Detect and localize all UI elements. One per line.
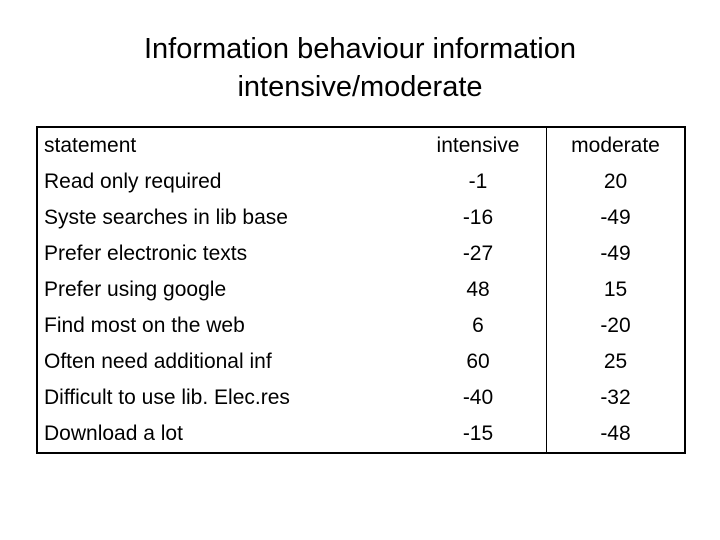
cell-statement: Prefer electronic texts: [44, 242, 248, 265]
cell-statement: Download a lot: [44, 422, 183, 445]
slide-title-line-1: Information behaviour information: [143, 33, 576, 65]
cell-statement: Difficult to use lib. Elec.res: [44, 386, 290, 409]
cell-statement: Syste searches in lib base: [44, 206, 288, 229]
cell-moderate: -49: [600, 242, 631, 265]
cell-statement: Read only required: [44, 170, 222, 193]
table-row: [37, 200, 685, 236]
cell-moderate: 15: [603, 278, 628, 301]
cell-intensive: -16: [410, 200, 547, 236]
table-row: [37, 344, 685, 380]
cell-moderate: 25: [603, 350, 628, 373]
table-row: [37, 236, 685, 272]
table-row: [37, 164, 685, 200]
header-intensive: intensive: [410, 127, 547, 164]
cell-intensive: 6: [410, 308, 547, 344]
cell-statement: Prefer using google: [44, 278, 227, 301]
data-table: [36, 126, 686, 454]
cell-intensive: -40: [410, 380, 547, 416]
cell-intensive: -27: [410, 236, 547, 272]
cell-moderate: -49: [600, 206, 631, 229]
header-moderate: moderate: [571, 134, 660, 157]
table-row: [37, 416, 685, 453]
cell-statement: Often need additional inf: [44, 350, 272, 373]
table-header-row: [37, 127, 685, 164]
cell-intensive: -1: [410, 164, 547, 200]
table-row: [37, 272, 685, 308]
table-row: [37, 308, 685, 344]
cell-moderate: -20: [600, 314, 631, 337]
slide-title: [0, 30, 720, 106]
cell-intensive: -15: [410, 416, 547, 453]
header-statement: statement: [44, 134, 137, 157]
cell-moderate: 20: [603, 170, 628, 193]
cell-statement: Find most on the web: [44, 314, 245, 337]
table-row: [37, 380, 685, 416]
slide-title-line-2: intensive/moderate: [237, 71, 483, 103]
cell-moderate: -48: [600, 422, 631, 445]
cell-intensive: 48: [410, 272, 547, 308]
cell-intensive: 60: [410, 344, 547, 380]
cell-moderate: -32: [600, 386, 631, 409]
